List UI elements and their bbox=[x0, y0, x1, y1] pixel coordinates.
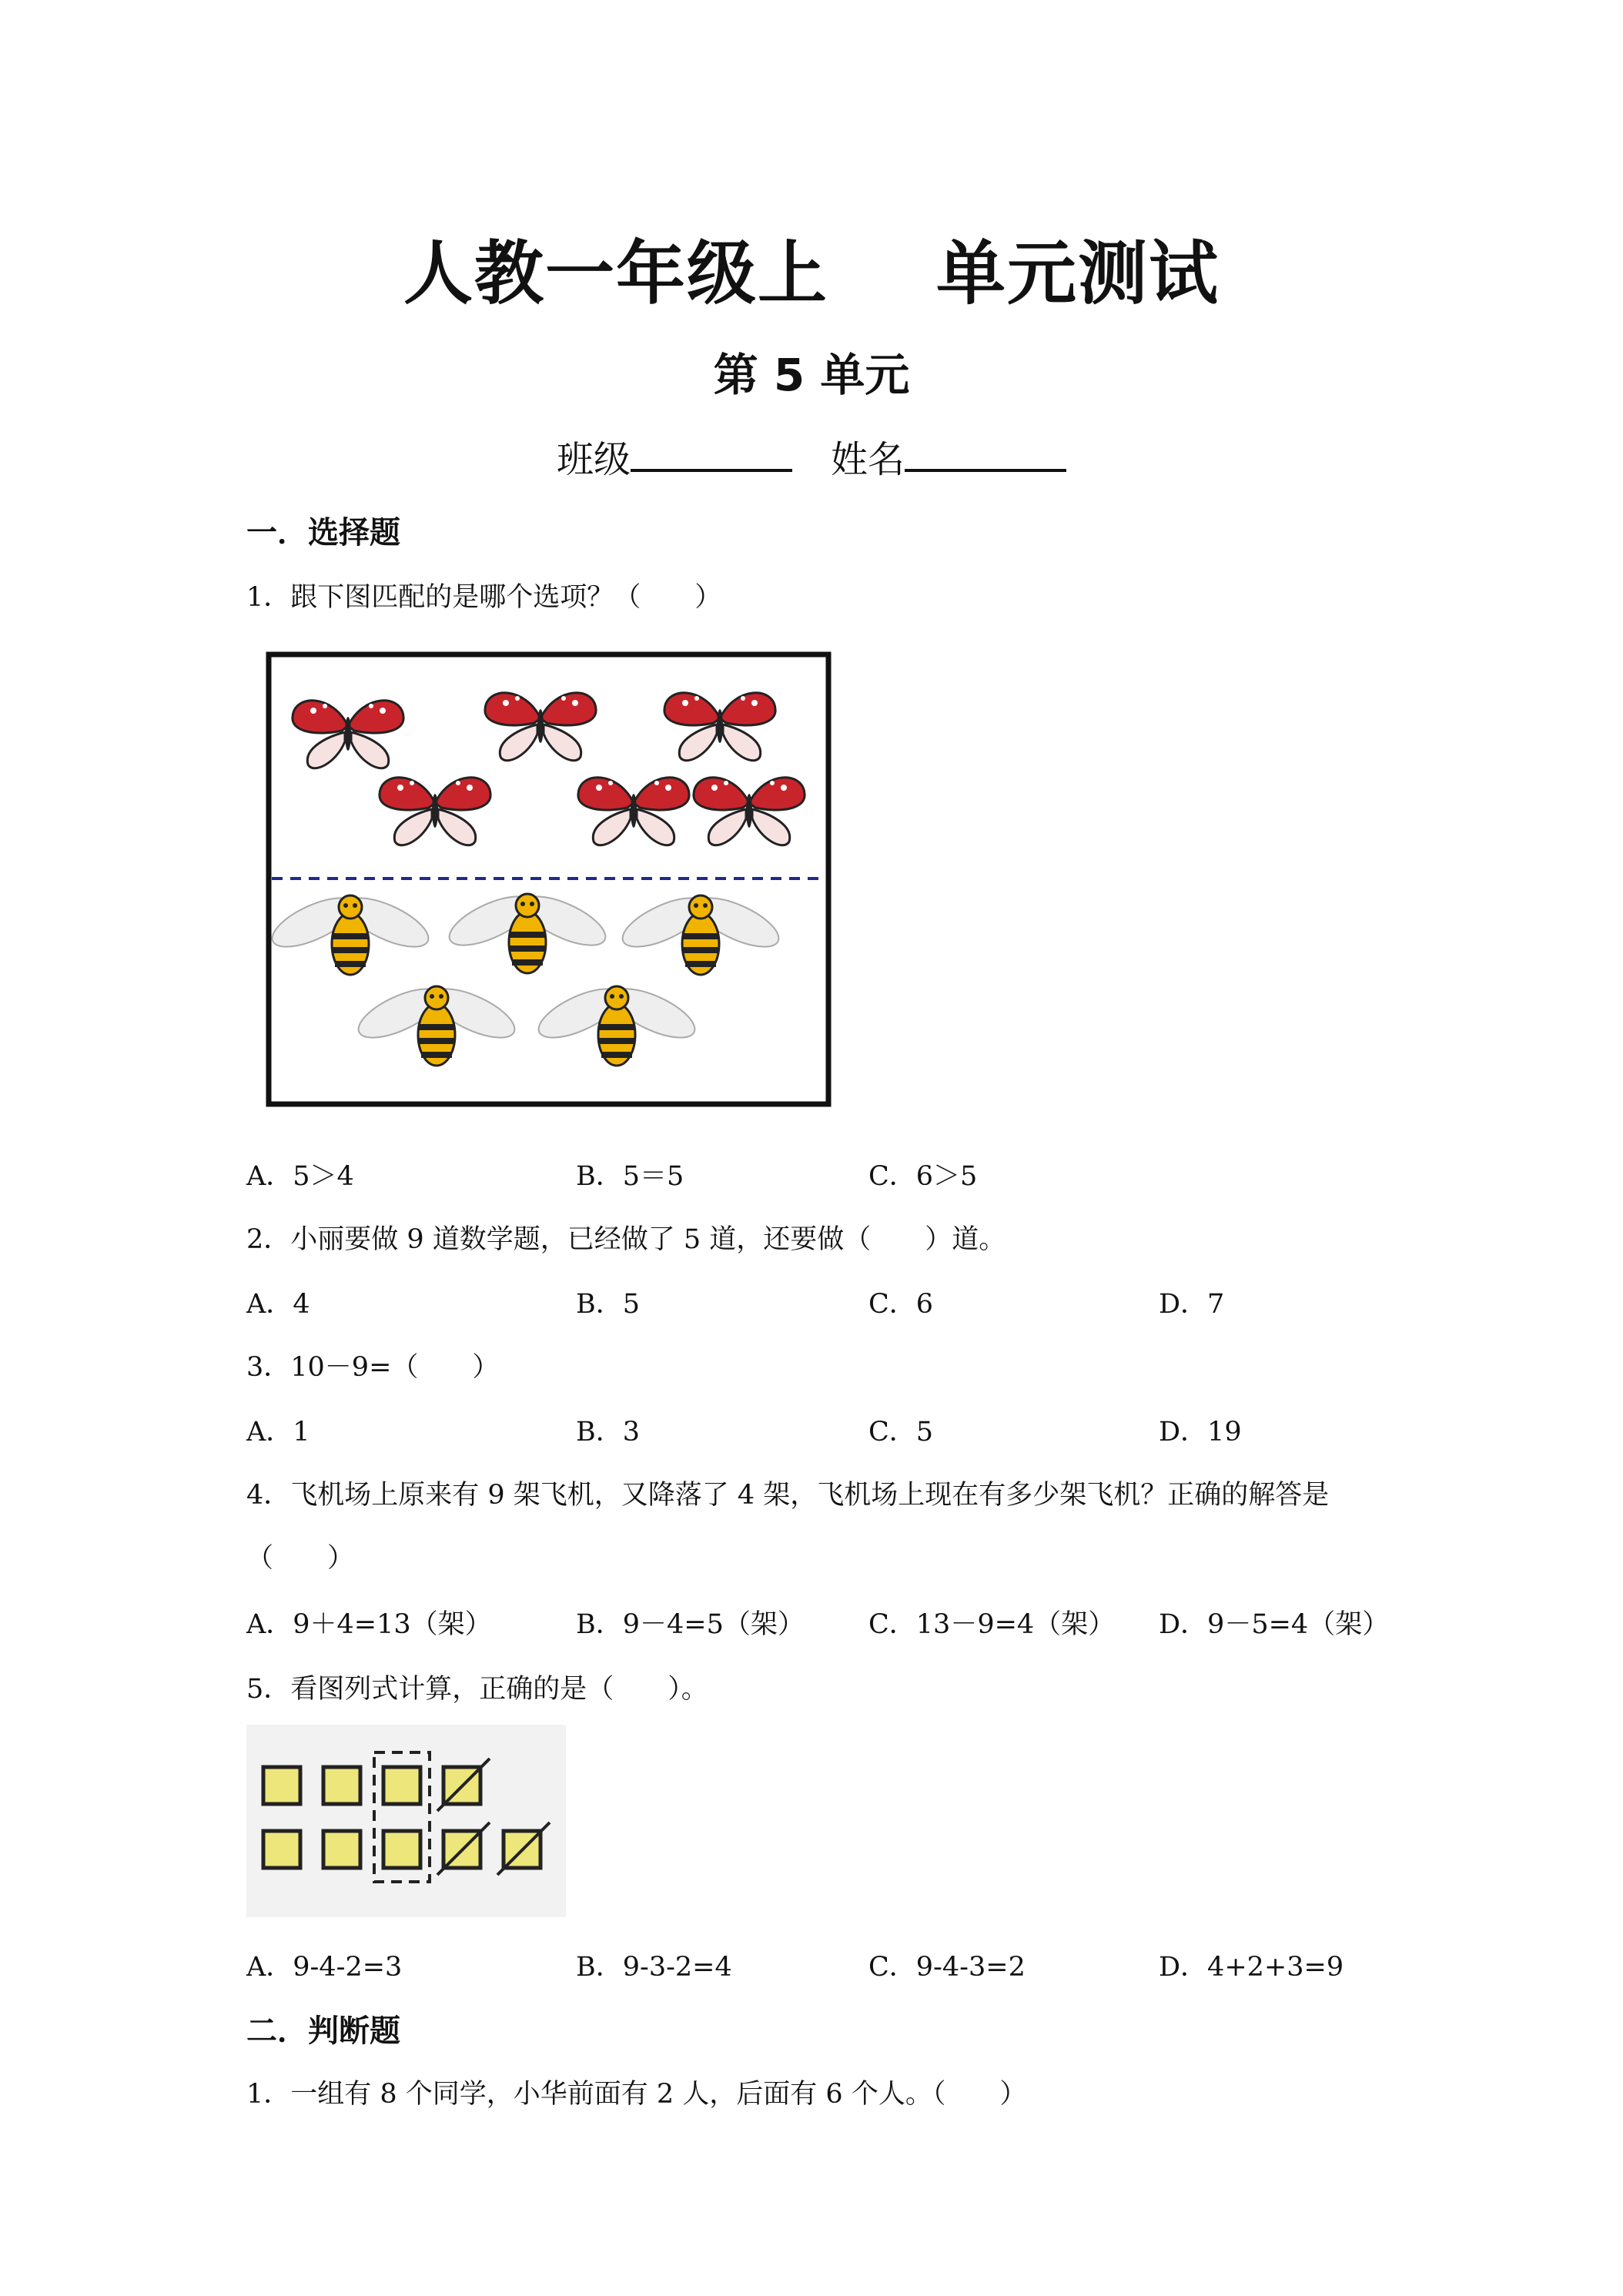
q2-stem: 2．小丽要做 9 道数学题，已经做了 5 道，还要做（ ）道。 bbox=[246, 1224, 1006, 1255]
q1-option-b[interactable]: B．5＝5 bbox=[576, 1161, 684, 1192]
q5-figure bbox=[246, 1725, 566, 1917]
page-title bbox=[0, 217, 1623, 317]
title-left: 人教一年级上 bbox=[403, 233, 828, 314]
square bbox=[323, 1767, 360, 1804]
q3-option-c[interactable]: C．5 bbox=[868, 1417, 934, 1448]
q2-option-d[interactable]: D．7 bbox=[1159, 1289, 1225, 1320]
judge-q1-stem: 1．一组有 8 个同学，小华前面有 2 人，后面有 6 个人。（ ） bbox=[246, 2079, 1027, 2110]
class-label: 班级 bbox=[556, 438, 631, 481]
q1-option-a[interactable]: A．5＞4 bbox=[246, 1161, 354, 1192]
title-right: 单元测试 bbox=[936, 233, 1220, 314]
section-choice-title: 一．选择题 bbox=[246, 515, 400, 551]
square bbox=[383, 1767, 420, 1804]
class-name-line bbox=[0, 430, 1623, 483]
square bbox=[263, 1767, 300, 1804]
q3-option-d[interactable]: D．19 bbox=[1159, 1417, 1242, 1448]
name-label: 姓名 bbox=[831, 438, 905, 481]
section-judge-title: 二．判断题 bbox=[246, 2013, 400, 2049]
q5-option-b[interactable]: B．9-3-2=4 bbox=[576, 1952, 732, 1983]
q4-option-c[interactable]: C．13－9=4（架） bbox=[868, 1609, 1116, 1640]
q1-stem: 1．跟下图匹配的是哪个选项？（ ） bbox=[246, 582, 722, 613]
q4-stem-line1: 4．飞机场上原来有 9 架飞机，又降落了 4 架，飞机场上现在有多少架飞机？正确的解答是 bbox=[246, 1480, 1330, 1511]
square bbox=[383, 1831, 420, 1868]
q1-option-c[interactable]: C．6＞5 bbox=[868, 1161, 978, 1192]
q4-option-a[interactable]: A．9＋4=13（架） bbox=[246, 1609, 492, 1640]
q5-option-c[interactable]: C．9-4-3=2 bbox=[868, 1952, 1026, 1983]
q3-option-a[interactable]: A．1 bbox=[246, 1417, 310, 1448]
q5-option-d[interactable]: D．4+2+3=9 bbox=[1159, 1952, 1344, 1983]
q2-option-c[interactable]: C．6 bbox=[868, 1289, 934, 1320]
q4-option-d[interactable]: D．9－5=4（架） bbox=[1159, 1609, 1390, 1640]
q3-stem: 3．10－9=（ ） bbox=[246, 1352, 500, 1383]
q4-stem-line2: （ ） bbox=[246, 1543, 355, 1574]
q2-option-a[interactable]: A．4 bbox=[246, 1289, 310, 1320]
q5-stem: 5．看图列式计算，正确的是（ ）。 bbox=[246, 1674, 708, 1705]
class-blank[interactable] bbox=[631, 435, 792, 472]
q3-option-b[interactable]: B．3 bbox=[576, 1417, 640, 1448]
q2-option-b[interactable]: B．5 bbox=[576, 1289, 640, 1320]
unit-subtitle: 第 5 单元 bbox=[713, 349, 910, 401]
square bbox=[263, 1831, 300, 1868]
q1-figure bbox=[266, 651, 832, 1110]
name-blank[interactable] bbox=[905, 435, 1066, 472]
q5-option-a[interactable]: A．9-4-2=3 bbox=[246, 1952, 403, 1983]
square bbox=[323, 1831, 360, 1868]
q4-option-b[interactable]: B．9－4=5（架） bbox=[576, 1609, 805, 1640]
